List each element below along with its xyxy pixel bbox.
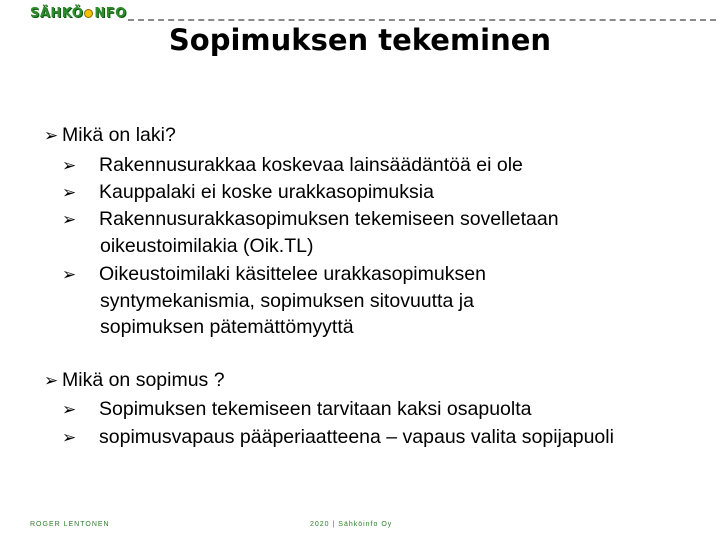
logo-text-left: SÄHKÖ (30, 5, 84, 21)
arrow-bullet-icon: ➢ (62, 428, 77, 448)
lightbulb-icon (84, 9, 93, 18)
slide-title: Sopimuksen tekeminen (168, 23, 552, 57)
list-item-text: sopimusvapaus pääperiaatteena – vapaus valita sopijapuoli (99, 426, 614, 448)
section-heading (44, 122, 176, 149)
footer-copyright: 2020 | Sähköinfo Oy (310, 521, 393, 528)
arrow-bullet-icon: ➢ (44, 371, 59, 391)
list-item (62, 152, 681, 179)
list-item-text: Rakennusurakkasopimuksen tekemiseen sovelletaan oikeustoimilakia (Oik.TL) (99, 208, 559, 257)
list-item (62, 424, 641, 451)
list-item (62, 396, 681, 423)
arrow-bullet-icon: ➢ (62, 183, 77, 203)
list-item-text: Sopimuksen tekemiseen tarvitaan kaksi osapuolta (99, 398, 532, 420)
header-dashed-line (128, 19, 716, 21)
list-item-text: Oikeustoimilaki käsittelee urakkasopimuksen syntymekanismia, sopimuksen sitovuutta ja sopimuksen pätemättömyyttä (99, 263, 486, 338)
list-item (62, 179, 681, 206)
arrow-bullet-icon: ➢ (62, 210, 77, 230)
arrow-bullet-icon: ➢ (62, 265, 77, 285)
arrow-bullet-icon: ➢ (62, 156, 77, 176)
footer-author: ROGER LENTONEN (30, 521, 110, 528)
section-heading-text: Mikä on sopimus ? (62, 369, 225, 391)
list-item (62, 206, 671, 259)
sahkoinfo-logo (30, 5, 127, 21)
arrow-bullet-icon: ➢ (62, 400, 77, 420)
section-heading-text: Mikä on laki? (62, 124, 176, 146)
list-item-text: Kauppalaki ei koske urakkasopimuksia (99, 181, 434, 203)
logo-text-right: NFO (94, 5, 127, 21)
section-heading (44, 367, 225, 394)
list-item (62, 261, 581, 340)
list-item-text: Rakennusurakkaa koskevaa lainsäädäntöä ei ole (99, 154, 523, 176)
arrow-bullet-icon: ➢ (44, 126, 59, 146)
